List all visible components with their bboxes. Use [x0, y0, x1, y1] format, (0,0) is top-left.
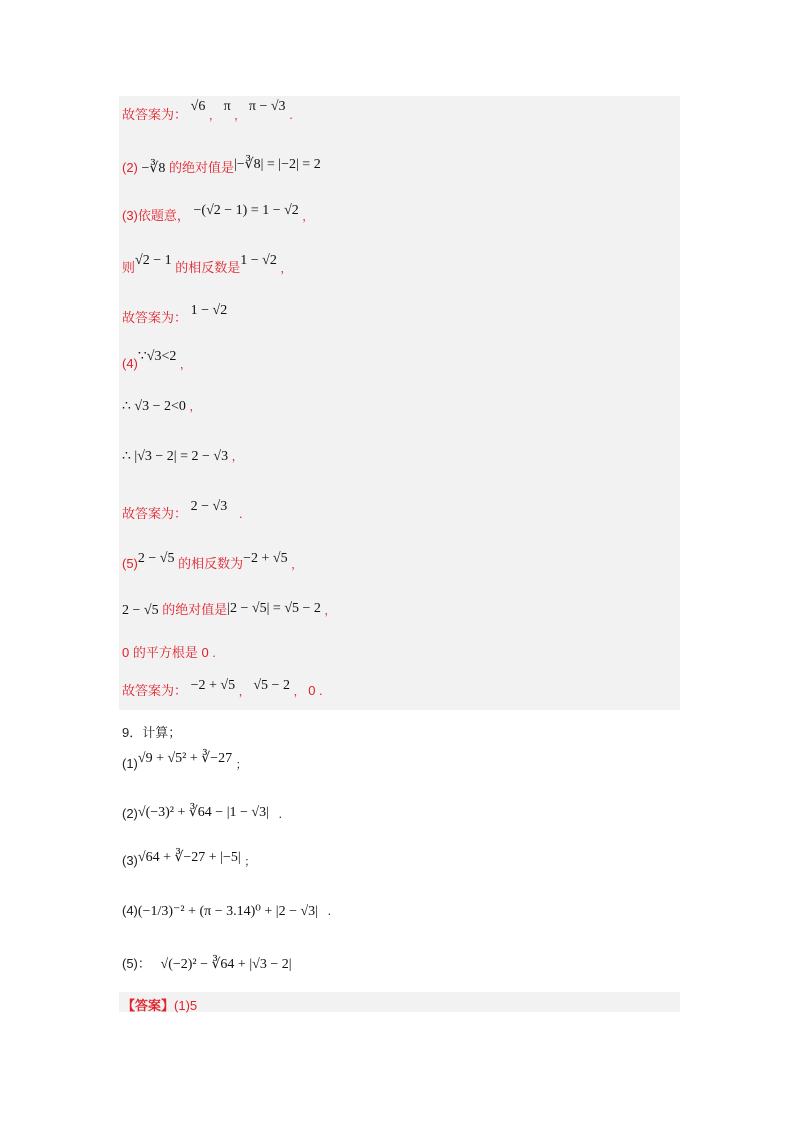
solution-line-12: 0 的平方根是 0 .: [122, 645, 216, 660]
answer-line: 【答案】(1)5: [122, 998, 198, 1013]
solution-line-11: 2 − √5 的绝对值是|2 − √5| = √5 − 2 ，: [122, 601, 336, 618]
question-item-2: (2)√(−3)² + ∛64 − |1 − √3| .: [122, 805, 283, 821]
solution-line-6: (4)∵√3<2 ，: [122, 349, 192, 371]
question-item-3: (3)√64 + ∛−27 + |−5| ；: [122, 850, 256, 868]
solution-line-10: (5)2 − √5 的相反数为−2 + √5 ，: [122, 551, 303, 571]
solution-line-5: 故答案为： 1 − √2: [122, 303, 228, 325]
question-item-4: (4)(−1/3)⁻² + (π − 3.14)⁰ + |2 − √3| .: [122, 903, 332, 919]
solution-line-13: 故答案为： −2 + √5 ， √5 − 2 ， 0 .: [122, 678, 323, 698]
solution-line-8: ∴ |√3 − 2| = 2 − √3 ，: [122, 449, 243, 464]
question-item-1: (1)√9 + √5² + ∛−27 ；: [122, 751, 247, 771]
solution-line-9: 故答案为： 2 − √3 .: [122, 499, 243, 521]
answer-bar: [119, 992, 680, 1012]
question-item-5: (5)： √(−2)² − ∛64 + |√3 − 2|: [122, 956, 292, 972]
solution-line-3: (3)依题意， −(√2 − 1) = 1 − √2 ，: [122, 203, 314, 223]
solution-line-2: (2) −∛8 的绝对值是|−∛8| = |−2| = 2: [122, 157, 321, 176]
solution-line-1: 故答案为： √6 ， π ， π − √3 .: [122, 99, 293, 122]
solution-line-4: 则√2 − 1 的相反数是1 − √2 ，: [122, 253, 292, 275]
question-title: 9．计算；: [122, 725, 182, 740]
solution-line-7: ∴ √3 − 2<0 ，: [122, 399, 201, 414]
